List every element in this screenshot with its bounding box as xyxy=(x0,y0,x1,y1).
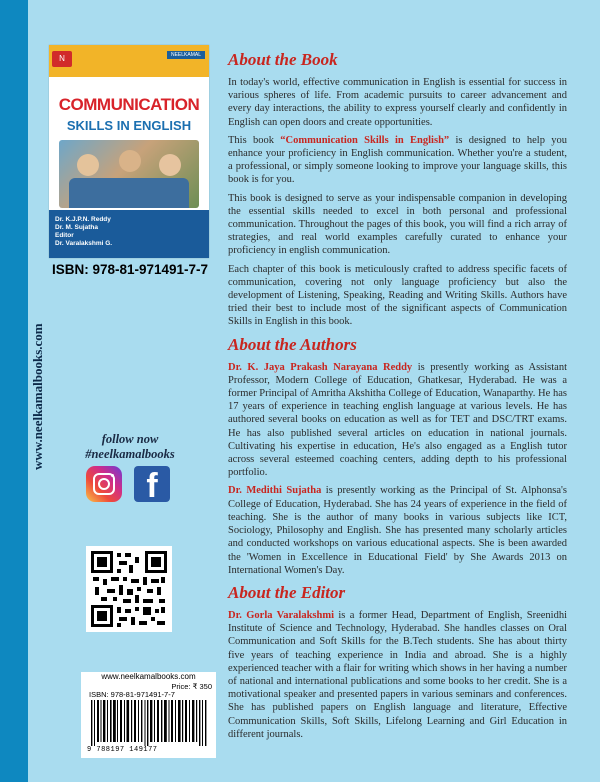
editor-name: Dr. Gorla Varalakshmi xyxy=(228,609,335,621)
facebook-icon[interactable]: f xyxy=(134,466,170,502)
barcode-isbn: ISBN: 978-81-971491-7-7 xyxy=(89,690,175,699)
about-book-p3: This book is designed to serve as your indispensable companion in developing the essential skills needed to excel in both personal and professional communication. Throughout the pages of this book, you will find a rich array of strategies, and real world examples carefully curated to enhance your proficiency in english communication. xyxy=(228,192,567,257)
author2-bio: Dr. Medithi Sujatha is presently working as the Principal of St. Alphonsa's College of Education, Hyderabad. She has 24 years of experience in the field of teaching. She is the author of many books in various subjects like ICT, Sociology, Philosophy and English. She has presented many scholarly articles and conducted workshops on various educational aspects. She is been awarded the 'Women in Excellence in Educational Field' by She Awards 2013 on International Women's Day. xyxy=(228,485,568,576)
publisher-logo-icon: N xyxy=(52,51,72,67)
author1-name: Dr. K. Jaya Prakash Narayana Reddy xyxy=(228,361,413,373)
isbn-label: ISBN: 978-81-971491-7-7 xyxy=(51,262,209,277)
about-authors-heading: About the Authors xyxy=(228,334,357,354)
cover-author-2: Dr. M. Sujatha xyxy=(55,224,98,231)
barcode-box xyxy=(81,672,216,758)
cover-photo xyxy=(59,140,199,208)
cover-title-line1: COMMUNICATION xyxy=(58,95,200,114)
hashtag: #neelkamalbooks xyxy=(85,447,175,461)
about-editor-heading: About the Editor xyxy=(228,582,346,602)
spine-band xyxy=(0,0,28,782)
publisher-badge: NEELKAMAL xyxy=(167,51,205,59)
about-book-p4: Each chapter of this book is meticulously crafted to address specific facets of communication, covering not only language proficiency but also the development of Listening, Speaking, Reading and Writing Skills. Authors have tried their best to include most of the significant aspects of Communication Skills in English in this book. xyxy=(228,263,567,328)
cover-editor: Dr. Varalakshmi G. xyxy=(55,240,113,247)
cover-title-line2: SKILLS IN ENGLISH xyxy=(66,118,192,133)
cover-top-band xyxy=(49,45,209,77)
follow-text: follow now xyxy=(101,432,159,446)
editor-bio: Dr. Gorla Varalakshmi is a former Head, Department of English, Sreenidhi Institute of Science and Technology, Hyderabad. She handles classes on Oral Communication and Soft Skills for the B.Tech students. She has about thirty five years of teaching experience in India and abroad. She is a highly experienced teacher with a flair for writing which shows in her having a number of national and international publications and some books to her credit. She is a motivational speaker and presented papers in various seminars and conferences. She has published papers on English language and literature, Effective Communication Skills, Soft Skills, Lifelong Learning and Girl Education in different journals. xyxy=(228,609,567,740)
about-book-heading: About the Book xyxy=(228,50,338,69)
cover-author-1: Dr. K.J.P.N. Reddy xyxy=(55,216,111,223)
qr-code[interactable] xyxy=(86,546,172,632)
cover-editor-label: Editor xyxy=(55,232,74,239)
about-book-p1: In today's world, effective communication in English is essential for success in various spheres of life. From academic pursuits to career advancement and every day interactions, the ability to express yourself clearly and confidently in English can open doors and create opportunities. xyxy=(228,77,567,128)
instagram-icon[interactable] xyxy=(86,466,122,502)
front-cover-thumbnail xyxy=(49,45,209,258)
author1-bio: Dr. K. Jaya Prakash Narayana Reddy is presently working as Assistant Professor, Modern College of Education, Ghatkesar, Hyderabad. He was a former Principal of Amritha Akshitha College of Education, Wanaparthy. He has 17 years of experience in teaching english language at various levels. He has authored several books on education as well as for TET and DSC/TRT exams. He has also published several articles on education in national journals. Cultivating his expertise in education, He's also engaged as a English tutor across several esteemed coaching centers, adding depth to his professional portfolio. xyxy=(228,361,567,479)
barcode-website: www.neelkamalbooks.com xyxy=(101,672,196,681)
back-cover-text xyxy=(228,50,567,746)
about-book-p2: This book “Communication Skills in English” is designed to help you enhance your proficiency in English communication. Whether you're a student, a professional, or simply someone looking to improve your language skills, this book is for you. xyxy=(228,134,567,186)
cover-author-band xyxy=(49,210,209,258)
barcode xyxy=(89,700,209,746)
barcode-digits: 9 788197 149177 xyxy=(87,746,158,754)
price-label: Price: ₹ 350 xyxy=(171,682,212,691)
author2-name: Dr. Medithi Sujatha xyxy=(228,485,322,497)
book-title-highlight: “Communication Skills in English” xyxy=(280,134,450,146)
